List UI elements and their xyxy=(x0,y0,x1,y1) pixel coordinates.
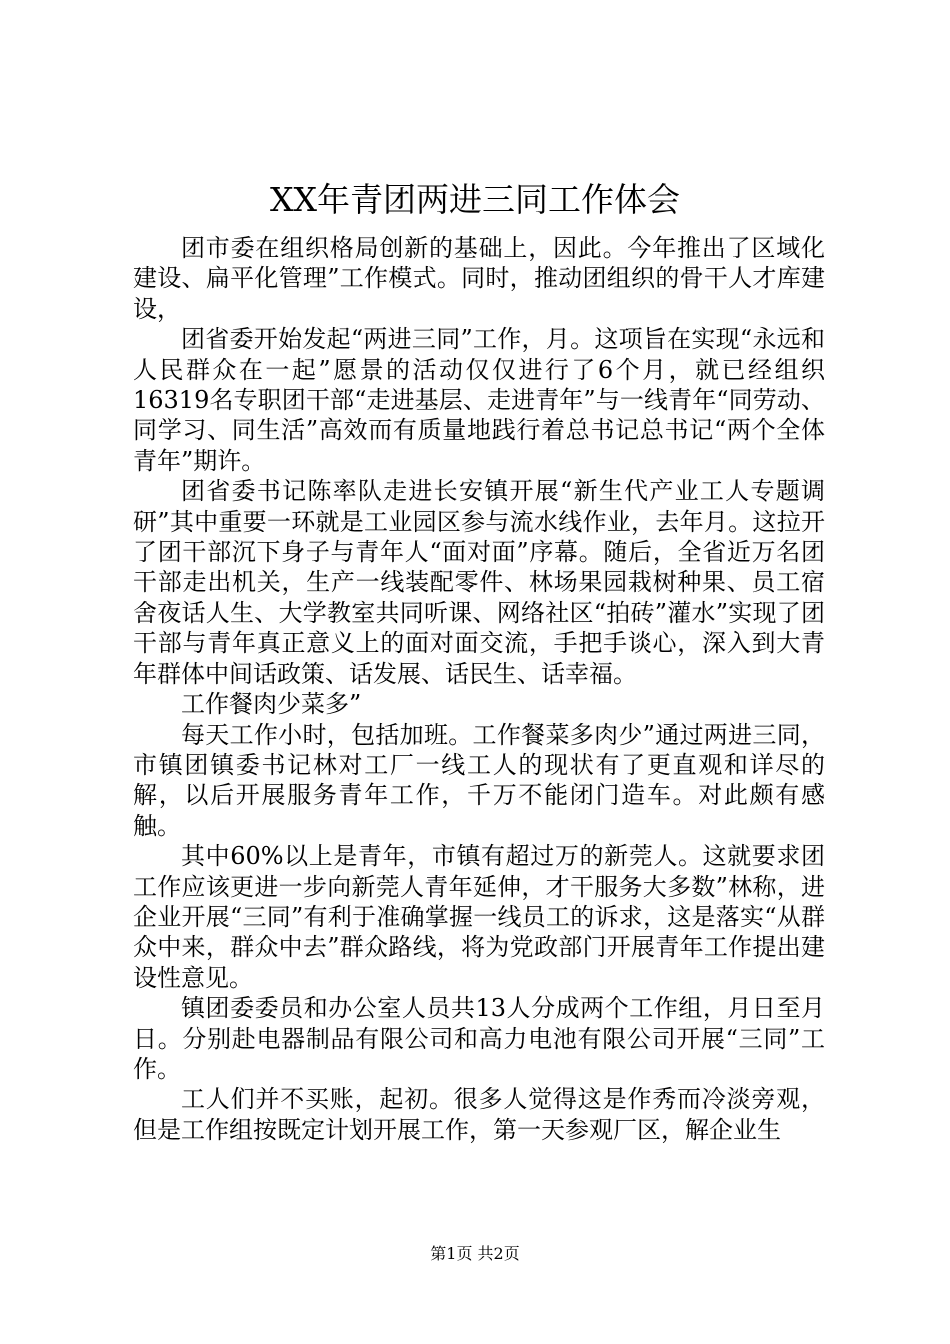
page-number-footer: 第1页 共2页 xyxy=(430,1244,520,1263)
paragraph: 其中60%以上是青年，市镇有超过万的新莞人。这就要求团工作应该更进一步向新莞人青年延伸，才干服务大多数”林称，进企业开展“三同”有利于准确掌握一线员工的诉求，这是落实“从群众中来，群众中去”群众路线，将为党政部门开展青年工作提出建设性意见。 xyxy=(133,842,825,992)
paragraph: 团市委在组织格局创新的基础上，因此。今年推出了区域化建设、扁平化管理”工作模式。同时，推动团组织的骨干人才库建设， xyxy=(133,234,825,323)
paragraph: 团省委开始发起“两进三同”工作，月。这项旨在实现“永远和人民群众在一起”愿景的活动仅仅进行了6个月，就已经组织16319名专职团干部“走进基层、走进青年”与一线青年“同劳动、同学习、同生活”高效而有质量地践行着总书记总书记“两个全体青年”期许。 xyxy=(133,325,825,475)
paragraph: 镇团委委员和办公室人员共13人分成两个工作组，月日至月日。分别赴电器制品有限公司和高力电池有限公司开展“三同”工作。 xyxy=(133,994,825,1083)
document-body xyxy=(133,233,825,1145)
document-title: XX年青团两进三同工作体会 xyxy=(270,180,680,219)
paragraph: 团省委书记陈率队走进长安镇开展“新生代产业工人专题调研”其中重要一环就是工业园区参与流水线作业，去年月。这拉开了团干部沉下身子与青年人“面对面”序幕。随后，全省近万名团干部走出机关，生产一线装配零件、林场果园栽树种果、员工宿舍夜话人生、大学教室共同听课、网络社区“拍砖”灌水”实现了团干部与青年真正意义上的面对面交流，手把手谈心，深入到大青年群体中间话政策、话发展、话民生、话幸福。 xyxy=(133,477,825,688)
paragraph: 工人们并不买账，起初。很多人觉得这是作秀而冷淡旁观，但是工作组按既定计划开展工作，第一天参观厂区，解企业生 xyxy=(133,1085,825,1144)
paragraph: 每天工作小时，包括加班。工作餐菜多肉少”通过两进三同，市镇团镇委书记林对工厂一线工人的现状有了更直观和详尽的解，以后开展服务青年工作，千万不能闭门造车。对此颇有感触。 xyxy=(133,720,825,840)
paragraph: 工作餐肉少菜多” xyxy=(181,690,362,719)
